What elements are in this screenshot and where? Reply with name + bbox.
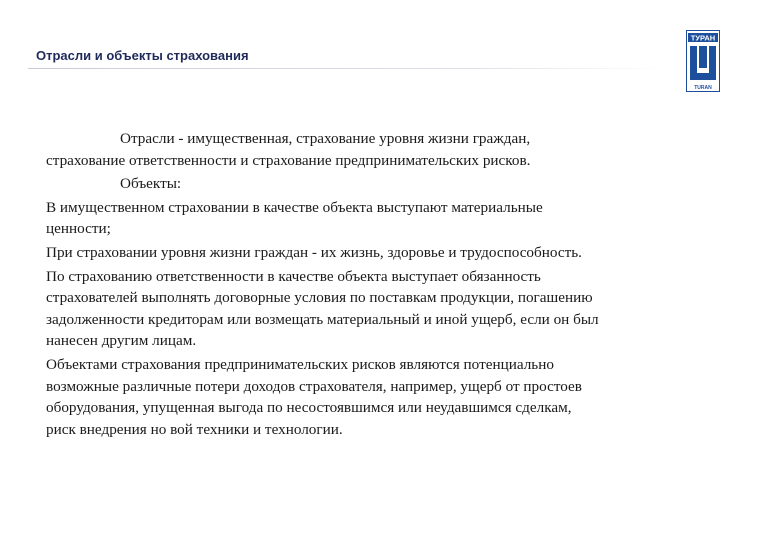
logo-emblem-bottom [690, 73, 716, 80]
objects-label: Объекты: [120, 175, 182, 193]
text-line: По страхованию ответственности в качестве объекта выступает обязанность [46, 267, 541, 285]
text-line: риск внедрения но вой техники и технологии. [46, 420, 343, 438]
title-divider [28, 68, 668, 69]
slide-title: Отрасли и объекты страхования [36, 48, 249, 63]
text-line: нанесен другим лицам. [46, 332, 197, 350]
paragraph-branches [46, 128, 746, 171]
text-line: ценности; [46, 220, 111, 238]
text-line: Объектами страхования предпринимательских рисков являются потенциально [46, 355, 554, 373]
paragraph-property [46, 197, 746, 240]
paragraph-business-risks [46, 354, 746, 440]
text-line: возможные различные потери доходов страхователя, например, ущерб от простоев [46, 377, 582, 395]
text-line: При страховании уровня жизни граждан - их жизнь, здоровье и трудоспособность. [46, 243, 582, 261]
slide-body [46, 128, 746, 440]
turan-logo [686, 30, 720, 92]
text-line: страхование ответственности и страхование предпринимательских рисков. [46, 151, 531, 169]
paragraph-liability [46, 266, 746, 352]
text-line: Отрасли - имущественная, страхование уровня жизни граждан, [120, 130, 531, 147]
paragraph-life [46, 242, 746, 264]
slide-header [0, 0, 780, 100]
logo-emblem-center [699, 46, 707, 68]
objects-heading [46, 173, 746, 195]
logo-top-text: ТУРАН [690, 33, 716, 43]
text-line: задолженности кредиторам или возмещать материальный и иной ущерб, если он был [46, 310, 599, 328]
text-line: оборудования, упущенная выгода по несостоявшимся или неудавшимся сделкам, [46, 399, 572, 417]
logo-bottom-text: TURAN [694, 85, 712, 91]
text-line: В имущественном страховании в качестве объекта выступают материальные [46, 198, 543, 216]
text-line: страхователей выполнять договорные условия по поставкам продукции, погашению [46, 289, 593, 307]
